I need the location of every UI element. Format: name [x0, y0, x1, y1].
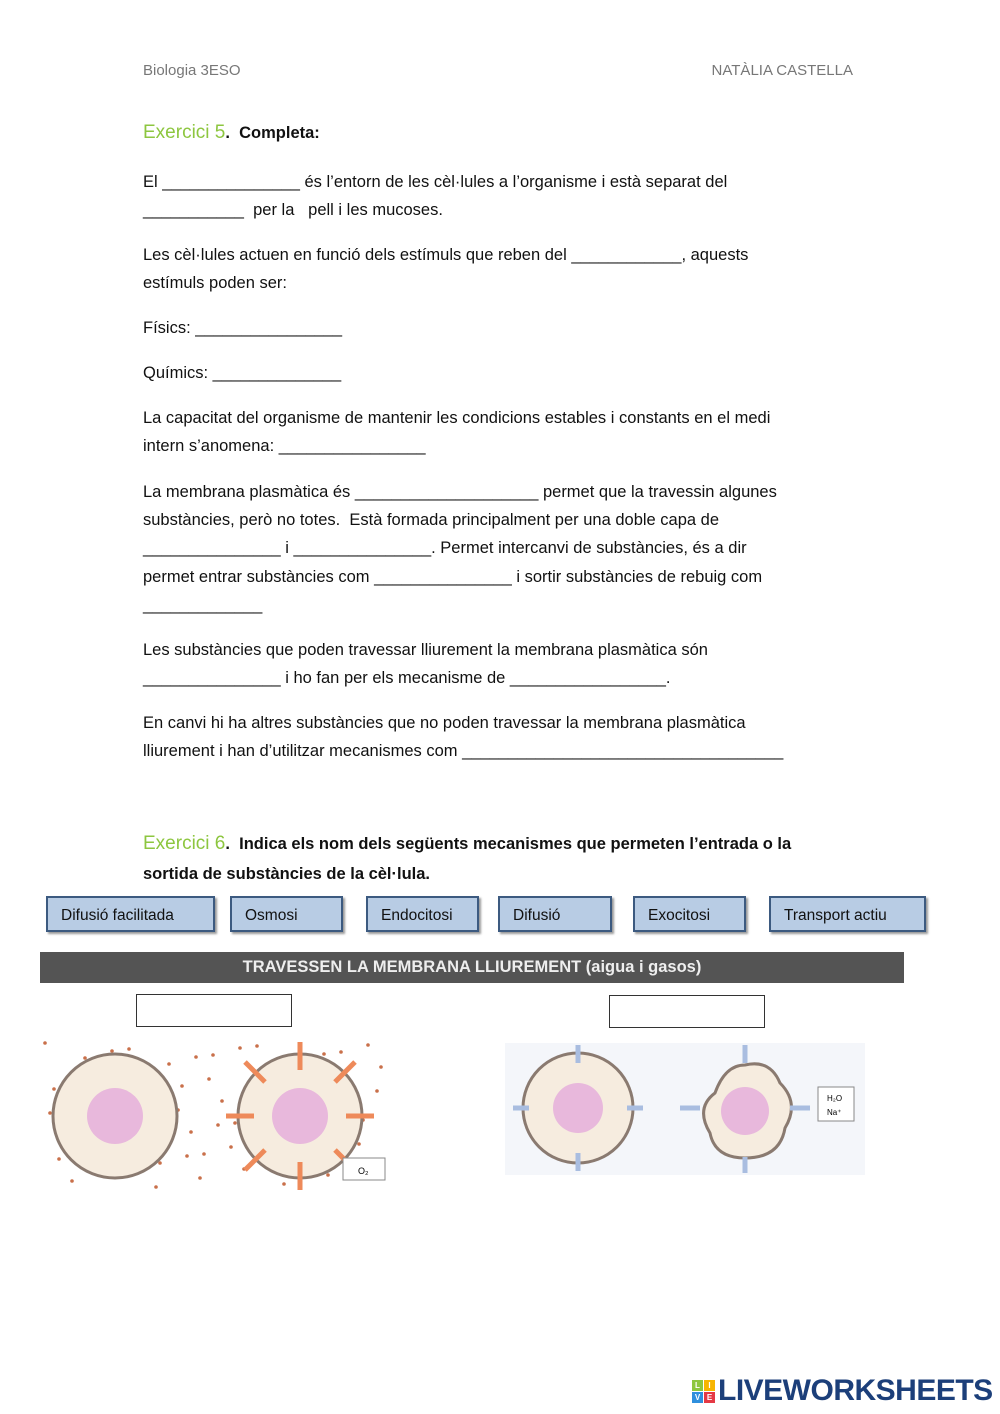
molecule-dot	[202, 1152, 206, 1156]
option-endocitosi[interactable]: Endocitosi	[366, 896, 479, 932]
option-difusio[interactable]: Difusió	[498, 896, 612, 932]
exercise5-line: Físics: ________________	[143, 319, 343, 337]
molecule-dot	[185, 1154, 189, 1158]
molecule-dot	[375, 1089, 379, 1093]
exercise5-line: Químics: ______________	[143, 364, 342, 382]
molecule-dot	[48, 1111, 52, 1115]
molecule-dot	[52, 1087, 56, 1091]
exercise5-line: _______________ i ho fan per els mecanisme de _________________.	[143, 669, 671, 687]
exercise5-line: _____________	[143, 596, 263, 614]
molecule-dot	[357, 1142, 361, 1146]
molecule-dot	[255, 1044, 259, 1048]
molecule-dot	[207, 1077, 211, 1081]
option-difusio-facilitada[interactable]: Difusió facilitada	[46, 896, 215, 932]
molecule-dot	[70, 1179, 74, 1183]
legend-na: Na⁺	[827, 1108, 842, 1117]
molecule-dot	[180, 1084, 184, 1088]
molecule-dot	[339, 1050, 343, 1054]
molecule-dot	[322, 1052, 326, 1056]
answer-box-1[interactable]	[136, 994, 292, 1027]
option-osmosi[interactable]: Osmosi	[230, 896, 343, 932]
exercise5-line: estímuls poden ser:	[143, 274, 287, 292]
molecule-dot	[127, 1047, 131, 1051]
molecule-dot	[233, 1121, 237, 1125]
molecule-dot	[43, 1041, 47, 1045]
exercise5-number: Exercici 5	[143, 122, 226, 143]
exercise5-line: intern s’anomena: ________________	[143, 437, 426, 455]
molecule-dot	[366, 1043, 370, 1047]
logo-text: LIVEWORKSHEETS	[718, 1374, 993, 1407]
exercise5-line: _______________ i _______________. Permet intercanvi de substàncies, és a dir	[143, 539, 747, 557]
header-author: NATÀLIA CASTELLA	[711, 62, 853, 79]
exercise6-title: Indica els nom dels següents mecanismes que permeten l’entrada o la	[239, 835, 792, 853]
liveworksheets-logo	[692, 1374, 993, 1408]
molecule-dot	[154, 1185, 158, 1189]
answer-box-2[interactable]	[609, 995, 765, 1028]
exercise5-line: Les cèl·lules actuen en funció dels estímuls que reben del ____________, aquests	[143, 246, 749, 264]
header-subject: Biologia 3ESO	[143, 62, 241, 79]
exercise6-title-line2: sortida de substàncies de la cèl·lula.	[143, 865, 431, 883]
exercise5-line: ___________ per la pell i les mucoses.	[143, 201, 443, 219]
legend-o2: O₂	[358, 1166, 369, 1176]
exercise6-heading: Exercici 6. Indica els nom dels següents mecanismes que permeten l’entrada o la	[143, 833, 792, 854]
diffusion-illustration	[40, 1040, 390, 1190]
exercise5-heading: Exercici 5. Completa:	[143, 122, 320, 143]
exercise6-number: Exercici 6	[143, 833, 226, 854]
exercise5-line: La capacitat del organisme de mantenir les condicions estables i constants en el medi	[143, 409, 771, 427]
molecule-dot	[238, 1046, 242, 1050]
molecule-dot	[83, 1056, 87, 1060]
section-banner: TRAVESSEN LA MEMBRANA LLIUREMENT (aigua i gasos)	[40, 952, 904, 983]
molecule-dot	[211, 1053, 215, 1057]
option-transport-actiu[interactable]: Transport actiu	[769, 896, 926, 932]
exercise5-line: substàncies, però no totes. Està formada principalment per una doble capa de	[143, 511, 720, 529]
molecule-dot	[379, 1065, 383, 1069]
exercise5-line: En canvi hi ha altres substàncies que no poden travessar la membrana plasmàtica	[143, 714, 746, 732]
molecule-dot	[57, 1157, 61, 1161]
exercise5-line: El _______________ és l’entorn de les cèl·lules a l’organisme i està separat del	[143, 173, 728, 191]
molecule-dot	[189, 1130, 193, 1134]
molecule-dot	[216, 1123, 220, 1127]
molecule-dot	[194, 1055, 198, 1059]
molecule-dot	[198, 1176, 202, 1180]
exercise5-line: permet entrar substàncies com _______________ i sortir substàncies de rebuig com	[143, 568, 763, 586]
exercise5-line: La membrana plasmàtica és ____________________ permet que la travessin algunes	[143, 483, 777, 501]
legend-h2o: H₂O	[827, 1094, 843, 1103]
molecule-dot	[326, 1173, 330, 1177]
osmosis-illustration	[505, 1043, 865, 1175]
molecule-dot	[110, 1049, 114, 1053]
molecule-dot	[229, 1145, 233, 1149]
molecule-dot	[167, 1062, 171, 1066]
molecule-dot	[282, 1182, 286, 1186]
logo-squares-icon: L I V E	[692, 1380, 715, 1403]
exercise5-title: Completa:	[239, 124, 320, 142]
option-exocitosi[interactable]: Exocitosi	[633, 896, 746, 932]
molecule-dot	[220, 1099, 224, 1103]
exercise5-line: Les substàncies que poden travessar lliurement la membrana plasmàtica són	[143, 641, 708, 659]
exercise5-line: lliurement i han d’utilitzar mecanismes com ___________________________________	[143, 742, 784, 760]
